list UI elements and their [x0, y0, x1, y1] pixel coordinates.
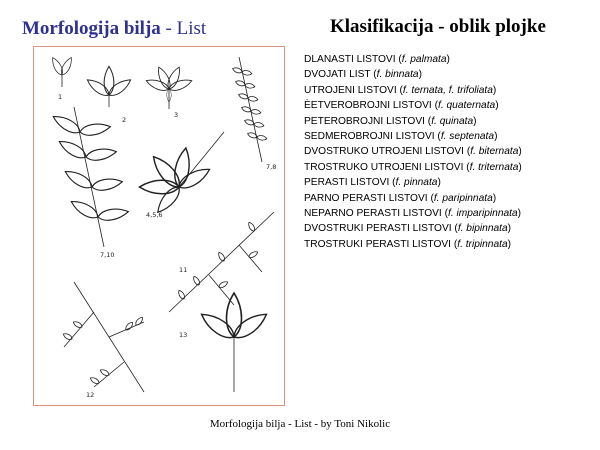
leaf-drawing-svg — [34, 47, 285, 406]
figure-label: 2 — [122, 116, 127, 124]
leaf-type-name: DLANASTI LISTOVI — [304, 54, 396, 65]
list-item: NEPARNO PERASTI LISTOVI (f. imparipinnata) — [304, 208, 522, 220]
figure-label: 11 — [179, 266, 188, 274]
leaf-illustration — [33, 46, 285, 406]
leaf-type-latin: f. binnata — [376, 69, 419, 81]
leaf-type-latin: f. quinata — [431, 115, 474, 127]
leaf-type-latin: f. paripinnata — [433, 192, 493, 204]
leaf-2-trifoliate — [85, 66, 133, 107]
footer-credit: Morfologija bilja - List - by Toni Nikolic — [209, 418, 391, 430]
leaf-type-name: DVOSTRUKI PERASTI LISTOVI — [304, 223, 452, 235]
figure-label: 1 — [58, 93, 63, 101]
leaf-type-name: SEDMEROBROJNI LISTOVI — [304, 131, 435, 143]
list-item: PARNO PERASTI LISTOVI (f. paripinnata) — [304, 192, 497, 204]
subject-separator: - — [160, 18, 177, 39]
leaf-type-name: TROSTRUKI PERASTI LISTOVI — [304, 238, 451, 250]
leaf-type-name: UTROJENI LISTOVI — [304, 84, 397, 96]
leaf-7-10-pinnate — [51, 107, 130, 247]
figure-label: 3 — [174, 111, 179, 119]
list-item: DLANASTI LISTOVI (f. palmata) — [304, 54, 450, 65]
leaf-type-latin: f. quaternata — [438, 100, 496, 112]
figure-label: 7,8 — [266, 163, 277, 171]
leaf-type-latin: f. palmata — [401, 54, 447, 65]
list-item: UTROJENI LISTOVI (f. ternata, f. trifoliata) — [304, 84, 497, 96]
leaf-type-name: PETEROBROJNI LISTOVI — [304, 115, 425, 127]
leaf-type-latin: f. pinnata — [395, 177, 438, 189]
subject-rest: List — [176, 18, 207, 39]
leaf-type-name: PARNO PERASTI LISTOVI — [304, 192, 428, 204]
page-title: Klasifikacija - oblik plojke — [330, 16, 546, 37]
leaf-pinnate-upper — [232, 57, 267, 162]
figure-label: 13 — [179, 331, 188, 339]
list-item: DVOSTRUKO UTROJENI LISTOVI (f. biternata) — [304, 146, 522, 158]
leaf-type-latin: f. tripinnata — [457, 238, 508, 250]
leaf-1-binnate — [50, 56, 75, 87]
leaf-type-name: NEPARNO PERASTI LISTOVI — [304, 208, 442, 220]
leaf-type-name: DVOSTRUKO UTROJENI LISTOVI — [304, 146, 465, 158]
leaf-type-list — [304, 52, 522, 252]
figure-label: 4,5,6 — [146, 211, 163, 219]
figure-label: 7,10 — [100, 251, 115, 259]
list-item: TROSTRUKI PERASTI LISTOVI (f. tripinnata) — [304, 238, 512, 250]
leaf-type-name: PERASTI LISTOVI — [304, 177, 390, 189]
leaf-3-palmate — [145, 65, 193, 109]
leaf-12-tripinnate — [62, 282, 144, 392]
figure-labels — [58, 93, 276, 399]
leaf-type-latin: f. bipinnata — [457, 223, 508, 235]
list-item: DVOSTRUKI PERASTI LISTOVI (f. bipinnata) — [304, 223, 512, 235]
list-item: DVOJATI LIST (f. binnata) — [304, 69, 422, 81]
leaf-type-latin: f. biternata — [470, 146, 519, 158]
leaf-type-latin: f. imparipinnata — [448, 208, 518, 220]
list-item: PETEROBROJNI LISTOVI (f. quinata) — [304, 115, 477, 127]
leaf-type-name: DVOJATI LIST — [304, 69, 371, 81]
leaf-13-trifoliate — [198, 293, 271, 392]
leaf-type-latin: f. ternata, f. trifoliata — [402, 84, 493, 96]
leaf-type-name: ÈETVEROBROJNI LISTOVI — [304, 100, 432, 112]
subject-bold: Morfologija bilja — [22, 18, 161, 39]
leaf-type-latin: f. septenata — [440, 131, 495, 143]
figure-label: 12 — [86, 391, 95, 399]
leaf-11-bipinnate — [169, 212, 274, 312]
list-item: TROSTRUKO UTROJENI LISTOVI (f. triternata) — [304, 161, 522, 173]
list-item: PERASTI LISTOVI (f. pinnata) — [304, 177, 441, 189]
leaf-type-latin: f. triternata — [469, 161, 519, 173]
list-item: SEDMEROBROJNI LISTOVI (f. septenata) — [304, 131, 498, 143]
leaf-type-name: TROSTRUKO UTROJENI LISTOVI — [304, 161, 464, 173]
list-item: ÈETVEROBROJNI LISTOVI (f. quaternata) — [304, 100, 499, 112]
subject-title — [22, 18, 206, 40]
leaf-4-5-6-compound — [139, 132, 224, 216]
